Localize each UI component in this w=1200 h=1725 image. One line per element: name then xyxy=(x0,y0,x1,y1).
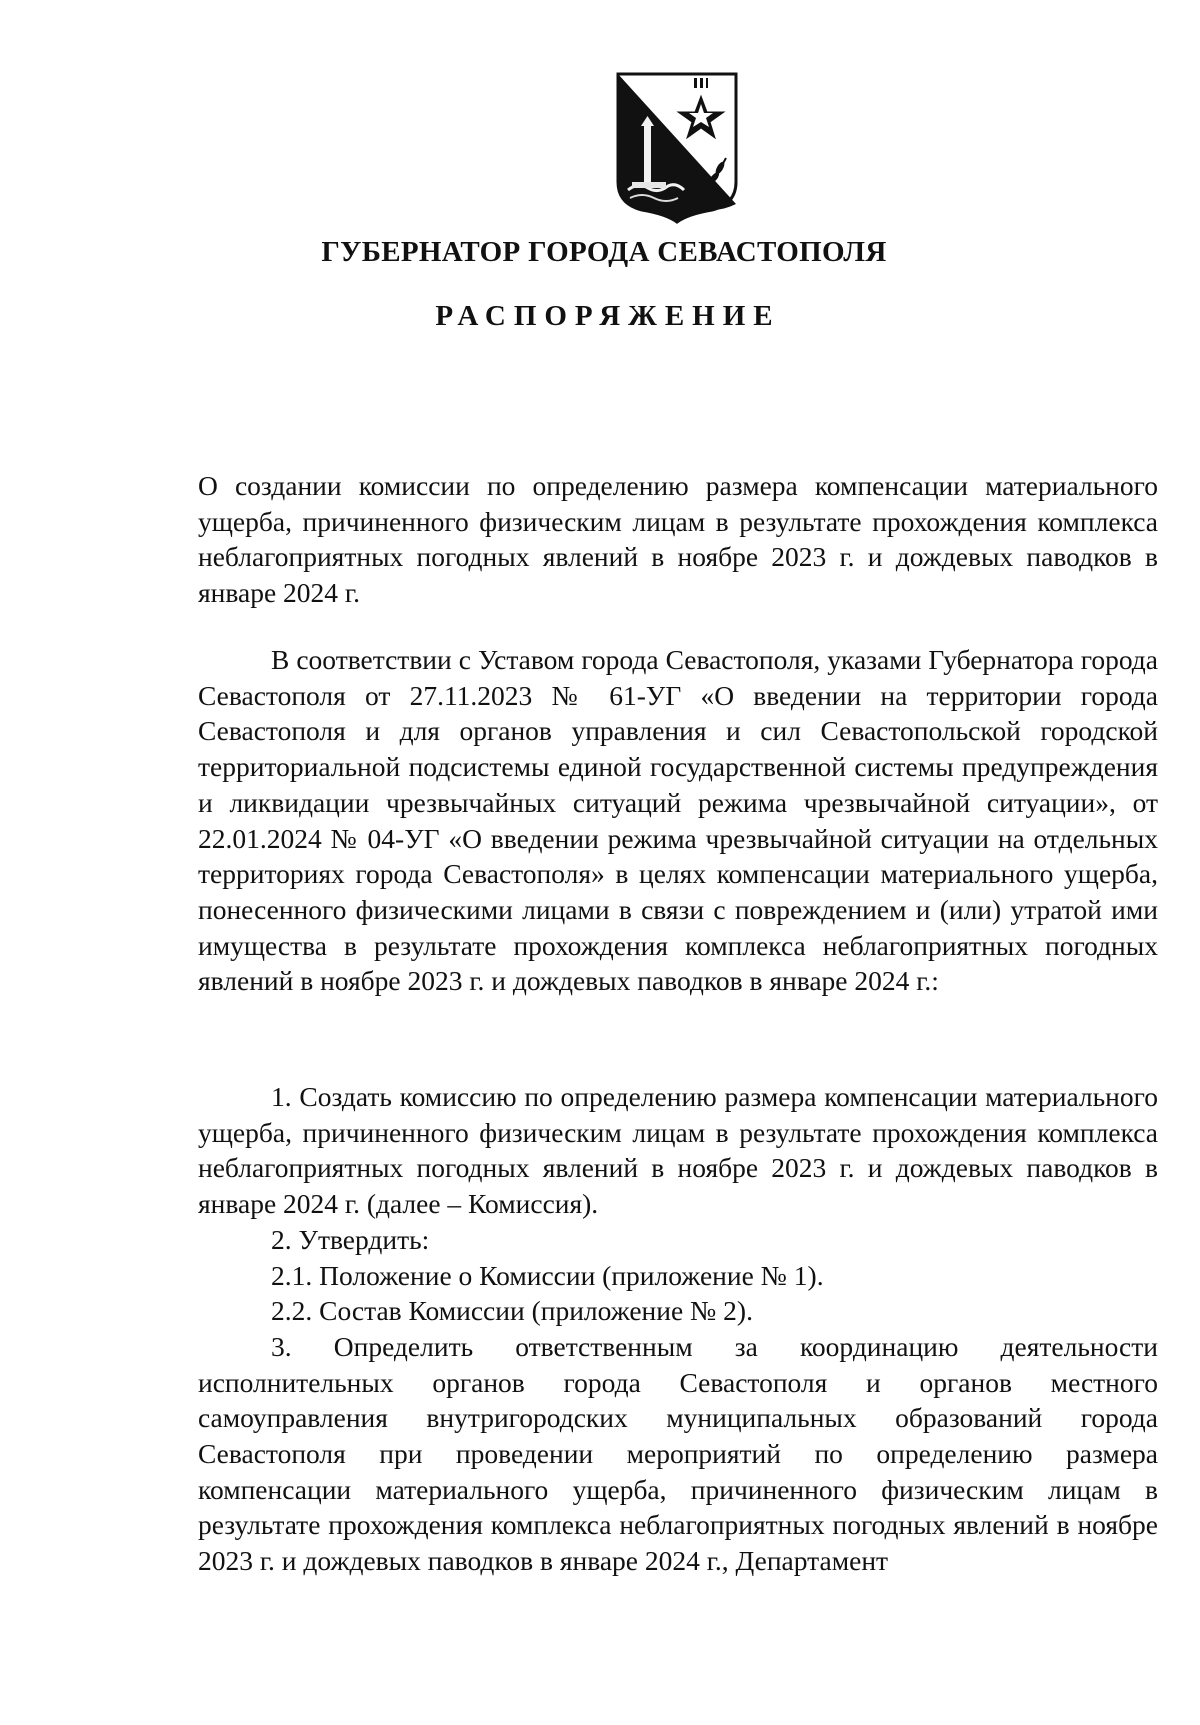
order-item-2-1: 2.1. Положение о Комиссии (приложение № 1). xyxy=(271,1259,824,1291)
order-items xyxy=(198,1079,1158,1579)
order-item-2-2: 2.2. Состав Комиссии (приложение № 2). xyxy=(271,1295,753,1327)
governor-title: ГУБЕРНАТОР ГОРОДА СЕВАСТОПОЛЯ xyxy=(321,236,887,268)
coat-of-arms-icon xyxy=(614,72,740,224)
order-item-1: 1. Создать комиссию по определению размера компенсации материального ущерба, причиненного физическим лицам в результате прохождения комплекса неблагоприятных погодных явлений в ноябре 2023 г. и дождевых паводков в январе 2024 г. (далее – Комиссия). xyxy=(198,1081,1158,1220)
document-subject: О создании комиссии по определению размера компенсации материального ущерба, причиненного физическим лицам в результате прохождения комплекса неблагоприятных погодных явлений в ноябре 2023 г. и дождевых паводков в январе 2024 г. xyxy=(198,470,1158,609)
order-item-3: 3. Определить ответственным за координацию деятельности исполнительных органов города Севастополя и органов местного самоуправления внутригородских муниципальных образований города Севастополя при проведении мероприятий по определению размера компенсации материального ущерба, причиненного физическим лицам в результате прохождения комплекса неблагоприятных погодных явлений в ноябре 2023 г. и дождевых паводков в январе 2024 г., Департамент xyxy=(198,1330,1158,1577)
document-type-title: РАСПОРЯЖЕНИЕ xyxy=(435,300,781,332)
order-item-2: 2. Утвердить: xyxy=(271,1223,430,1255)
document-preamble: В соответствии с Уставом города Севастополя, указами Губернатора города Севастополя от 27.11.2023 № 61-УГ «О введении на территории города Севастополя и для органов управления и сил Севастопольской городской территориальной подсистемы единой государственной системы предупреждения и ликвидации чрезвычайных ситуаций режима чрезвычайной ситуации», от 22.01.2024 № 04-УГ «О введении режима чрезвычайной ситуации на отдельных территориях города Севастополя» в целях компенсации материального ущерба, понесенного физическими лицами в связи с повреждением и (или) утратой ими имущества в результате прохождения комплекса неблагоприятных погодных явлений в ноябре 2023 г. и дождевых паводков в январе 2024 г.: xyxy=(198,644,1158,997)
